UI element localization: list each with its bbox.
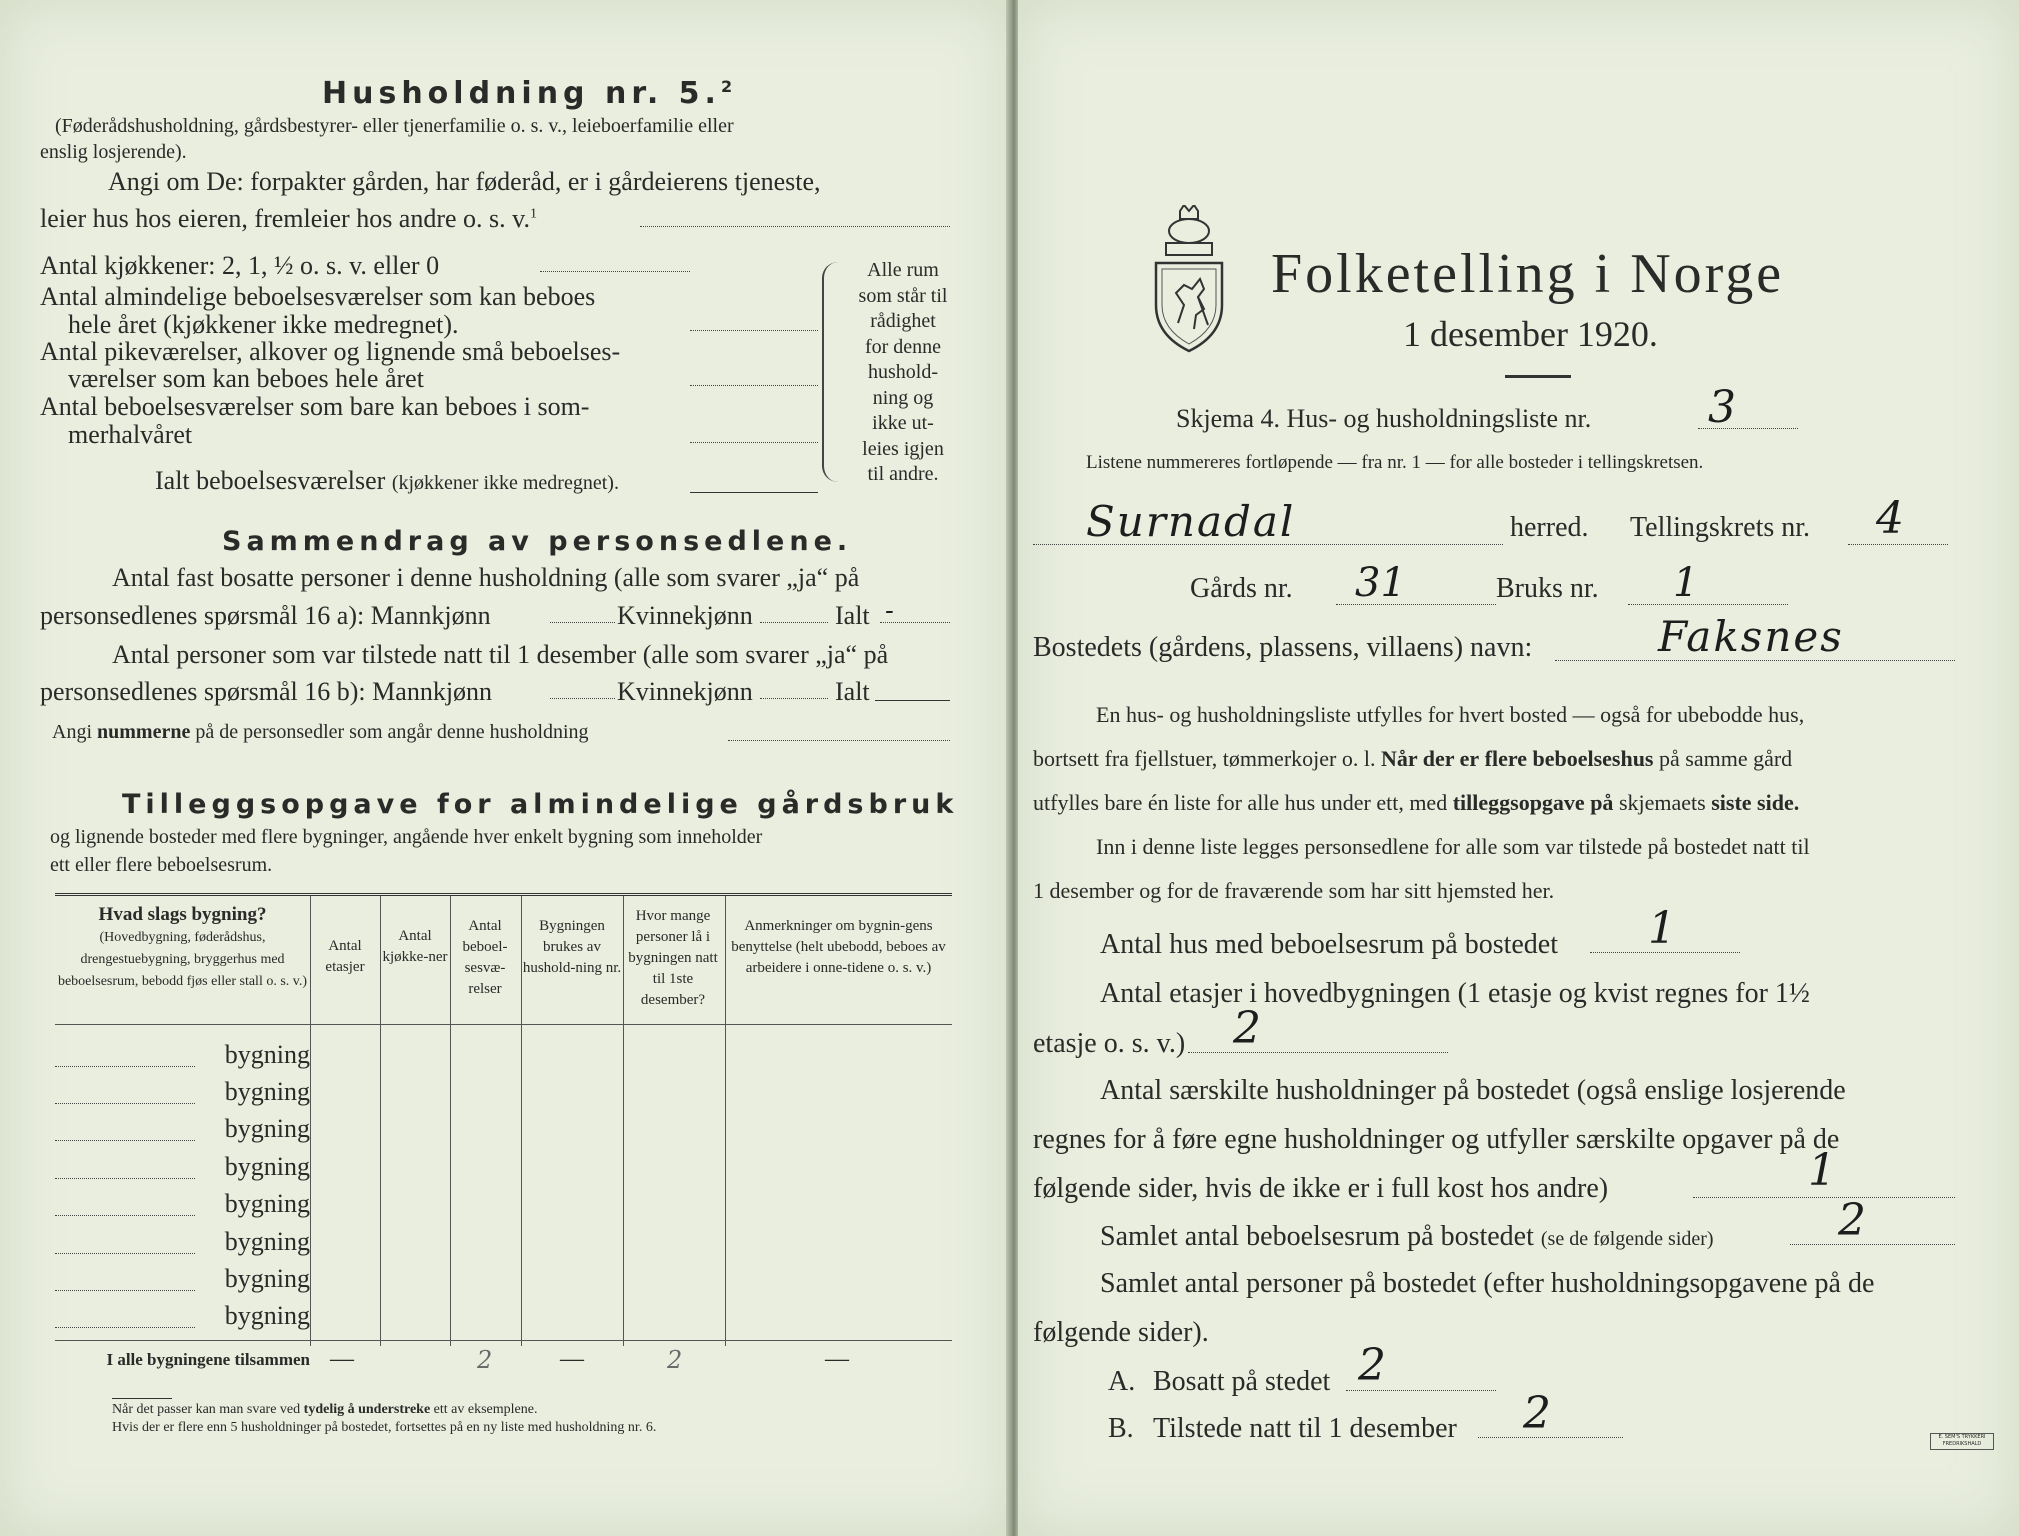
- rooms-summer: Antal beboelsesværelser som bare kan beboes i som-: [40, 392, 590, 421]
- table-header-remarks: Anmerkninger om bygnin-gens benyttelse (helt ubebodd, beboes av arbeidere i onne-tidene o. s. v.): [731, 918, 946, 976]
- row-fill: [55, 1140, 195, 1141]
- table-total-rule: [55, 1340, 952, 1341]
- bosted-value: Faksnes: [1658, 612, 1844, 661]
- table-col-rule: [725, 896, 726, 1346]
- row-label: bygning: [224, 1227, 310, 1256]
- q-households-line-1: Antal særskilte husholdninger på bostedet (også enslige losjerende: [1100, 1075, 1846, 1106]
- q-households-line-2: regnes for å føre egne husholdninger og utfyller særskilte opgaver på de: [1033, 1124, 1840, 1155]
- row-fill: [55, 1066, 195, 1067]
- summary-b-ialt-label: Ialt: [835, 677, 870, 706]
- table-header-rooms: Antal beboel-sesvæ-relser: [462, 918, 508, 997]
- q-persons-line-1: Samlet antal personer på bostedet (efter husholdningsopgavene på de: [1100, 1268, 1875, 1299]
- tillegg-note-1: og lignende bosteder med flere bygninger, angående hver enkelt bygning som inneholder: [50, 826, 763, 848]
- rooms-kitchens: Antal kjøkkener: 2, 1, ½ o. s. v. eller 0: [40, 251, 440, 280]
- tillegg-note-2: ett eller flere beboelsesrum.: [50, 854, 273, 876]
- table-header-persons: Hvor mange personer lå i bygningen natt til 1ste desember?: [628, 908, 718, 1008]
- bosted-fill: [1555, 660, 1955, 661]
- rooms-small-fill: [690, 385, 818, 386]
- a-value: 2: [1358, 1340, 1386, 1391]
- skjema-fill: [1698, 428, 1798, 429]
- b-value: 2: [1523, 1388, 1551, 1439]
- household-note: (Føderådshusholdning, gårdsbestyrer- eller tjenerfamilie o. s. v., leieboerfamilie eller: [55, 115, 734, 137]
- bruks-value: 1: [1673, 560, 1699, 606]
- q-houses-value: 1: [1648, 903, 1676, 954]
- printer-stamp: E. SEM'S TRYKKERI FREDRIKSHALD: [1930, 1433, 1994, 1450]
- form-title: Folketelling i Norge: [1271, 243, 1785, 305]
- table-col-rule: [450, 896, 451, 1346]
- footnote-1: Når det passer kan man svare ved tydelig å understreke ett av eksemplene.: [112, 1402, 538, 1417]
- table-row: [55, 1077, 310, 1114]
- skjema-number: 3: [1708, 382, 1736, 433]
- para-line-2: bortsett fra fjellstuer, tømmerkojer o. l. Når der er flere beboelseshus på samme gård: [1033, 746, 1793, 771]
- para-line-4: Inn i denne liste legges personsedlene for alle som var tilstede på bostedet natt til: [1096, 834, 1810, 859]
- summary-a-female-label: Kvinnekjønn: [617, 601, 753, 630]
- rooms-small-2: værelser som kan beboes hele året: [68, 364, 424, 393]
- household-title: Husholdning nr. 5.$^2$: [322, 76, 738, 111]
- table-row: [55, 1152, 310, 1189]
- tellingskrets-value: 4: [1876, 493, 1904, 544]
- table-header-building-type: Hvad slags bygning? (Hovedbygning, føderådshus, drengestuebygning, bryggerhus med beboelsesrum, bebodd fjøs eller stall o. s. v.): [57, 904, 308, 989]
- table-row: [55, 1114, 310, 1151]
- q-rooms-value: 2: [1838, 1195, 1866, 1246]
- rooms-summer-2: merhalvåret: [68, 420, 193, 449]
- q-households-line-3: følgende sider, hvis de ikke er i full kost hos andre): [1033, 1173, 1609, 1204]
- angi-line-2: leier hus hos eieren, fremleier hos andre o. s. v.$^1$: [40, 204, 537, 233]
- footnote-rule: [112, 1398, 172, 1399]
- rooms-summer-fill: [690, 442, 818, 443]
- table-header-kitchens: Antal kjøkke-ner: [382, 928, 448, 965]
- table-header-rule: [55, 1024, 952, 1025]
- title-rule: [1505, 375, 1571, 378]
- q-households-value: 1: [1808, 1145, 1836, 1196]
- bruks-label: Bruks nr.: [1496, 573, 1599, 604]
- q-persons-line-2: følgende sider).: [1033, 1317, 1209, 1348]
- b-label: B.: [1108, 1413, 1134, 1444]
- bosted-label: Bostedets (gårdens, plassens, villaens) navn:: [1033, 632, 1533, 663]
- summary-a-male-fill: [550, 622, 615, 623]
- row-fill: [55, 1253, 195, 1254]
- table-row: [55, 1264, 310, 1301]
- coat-of-arms-icon: [1148, 205, 1230, 353]
- para-line-5: 1 desember og for de fraværende som har sitt hjemsted her.: [1033, 878, 1555, 903]
- form-date: 1 desember 1920.: [1403, 314, 1658, 354]
- row-fill: [55, 1178, 195, 1179]
- a-fill: [1346, 1390, 1496, 1391]
- tillegg-title: Tilleggsopgave for almindelige gårdsbruk: [122, 789, 959, 820]
- total-floors: —: [330, 1346, 354, 1372]
- q-floors-line-2: etasje o. s. v.): [1033, 1028, 1186, 1059]
- table-row: [55, 1301, 310, 1338]
- gards-label: Gårds nr.: [1190, 573, 1293, 604]
- table-col-rule: [310, 896, 311, 1346]
- table-row: [55, 1227, 310, 1264]
- total-label: I alle bygningene tilsammen: [106, 1350, 310, 1369]
- summary-b-ialt-line: [875, 700, 950, 701]
- q-households-fill: [1693, 1197, 1955, 1198]
- total-persons: 2: [667, 1346, 683, 1374]
- summary-a-ialt-fill: [880, 622, 950, 623]
- row-label: bygning: [224, 1077, 310, 1106]
- bruks-fill: [1628, 604, 1788, 605]
- q-floors-value: 2: [1233, 1003, 1261, 1054]
- row-label: bygning: [224, 1189, 310, 1218]
- herred-value: Surnadal: [1086, 497, 1296, 546]
- summary-line-a: Antal fast bosatte personer i denne husholdning (alle som svarer „ja“ på: [112, 563, 860, 592]
- gards-value: 31: [1355, 560, 1406, 606]
- b-text: Tilstede natt til 1 desember: [1153, 1413, 1457, 1444]
- left-page: [0, 0, 1008, 1536]
- buildings-table: [55, 893, 952, 1386]
- q-houses-label: Antal hus med beboelsesrum på bostedet: [1100, 929, 1559, 960]
- summary-title: Sammendrag av personsedlene.: [222, 526, 853, 557]
- summary-b-female-label: Kvinnekjønn: [617, 677, 753, 706]
- a-label: A.: [1108, 1366, 1136, 1397]
- table-col-rule: [521, 896, 522, 1346]
- q-houses-fill: [1590, 952, 1740, 953]
- row-fill: [55, 1103, 195, 1104]
- summary-a-ialt-label: Ialt: [835, 601, 870, 630]
- ialt-rooms: Ialt beboelsesværelser (kjøkkener ikke medregnet).: [155, 466, 619, 495]
- household-note-2: enslig losjerende).: [40, 141, 187, 163]
- table-header-floors: Antal etasjer: [325, 938, 365, 975]
- skjema-label: Skjema 4. Hus- og husholdningsliste nr.: [1176, 404, 1592, 433]
- summary-b-male-label: personsedlenes spørsmål 16 b): Mannkjønn: [40, 677, 493, 706]
- total-remarks: —: [825, 1346, 849, 1372]
- summary-a-ialt-value: -: [885, 596, 894, 626]
- a-text: Bosatt på stedet: [1153, 1366, 1331, 1397]
- rooms-ordinary-fill: [690, 330, 818, 331]
- table-row: [55, 1189, 310, 1226]
- summary-a-female-fill: [760, 622, 828, 623]
- row-fill: [55, 1327, 195, 1328]
- table-col-rule: [623, 896, 624, 1346]
- tellingskrets-fill: [1848, 544, 1948, 545]
- summary-a-male-label: personsedlenes spørsmål 16 a): Mannkjønn: [40, 601, 491, 630]
- footnote-2: Hvis der er flere enn 5 husholdninger på bostedet, fortsettes på en ny liste med husholdning nr. 6.: [112, 1420, 657, 1435]
- total-rooms: 2: [477, 1346, 493, 1374]
- row-fill: [55, 1215, 195, 1216]
- tellingskrets-label: Tellingskrets nr.: [1630, 512, 1811, 543]
- row-label: bygning: [224, 1264, 310, 1293]
- row-label: bygning: [224, 1301, 310, 1330]
- brace: [822, 262, 844, 482]
- q-floors-line-1: Antal etasjer i hovedbygningen (1 etasje og kvist regnes for 1½: [1100, 978, 1810, 1009]
- table-col-rule: [380, 896, 381, 1346]
- herred-fill: [1033, 544, 1503, 545]
- herred-label: herred.: [1510, 512, 1589, 543]
- table-header-household: Bygningen brukes av hushold-ning nr.: [522, 918, 622, 976]
- angi-nummer: Angi nummerne på de personsedler som angår denne husholdning: [52, 721, 589, 743]
- table-row: [55, 1040, 310, 1077]
- row-label: bygning: [224, 1114, 310, 1143]
- summary-line-b: Antal personer som var tilstede natt til 1 desember (alle som svarer „ja“ på: [112, 640, 889, 669]
- para-line-3: utfylles bare én liste for alle hus under ett, med tilleggsopgave på skjemaets siste side.: [1033, 790, 1800, 815]
- row-label: bygning: [224, 1152, 310, 1181]
- row-label: bygning: [224, 1040, 310, 1069]
- row-fill: [55, 1290, 195, 1291]
- ialt-rooms-line: [690, 492, 818, 493]
- listene-note: Listene nummereres fortløpende — fra nr. 1 — for alle bosteder i tellingskretsen.: [1086, 452, 1704, 473]
- b-fill: [1478, 1437, 1623, 1438]
- para-line-1: En hus- og husholdningsliste utfylles for hvert bosted — også for ubebodde hus,: [1096, 702, 1805, 727]
- rooms-ordinary: Antal almindelige beboelsesværelser som kan beboes: [40, 282, 596, 311]
- q-floors-fill: [1188, 1052, 1448, 1053]
- angi-line-1: Angi om De: forpakter gården, har føderåd, er i gårdeierens tjeneste,: [108, 167, 821, 196]
- right-page: [1018, 0, 2019, 1536]
- summary-b-male-fill: [550, 698, 615, 699]
- rooms-small: Antal pikeværelser, alkover og lignende små beboelses-: [40, 337, 621, 366]
- summary-b-female-fill: [760, 698, 828, 699]
- angi-fill-line: [640, 226, 950, 227]
- q-rooms-fill: [1790, 1244, 1955, 1245]
- total-household: —: [560, 1346, 584, 1372]
- rooms-kitchens-fill: [540, 271, 690, 272]
- rooms-ordinary-2: hele året (kjøkkener ikke medregnet).: [68, 310, 459, 339]
- angi-nummer-fill: [728, 740, 950, 741]
- gards-fill: [1336, 604, 1496, 605]
- brace-note: Alle rum som står til rådighet for denne hushold- ning og ikke ut- leies igjen til andre.: [858, 259, 948, 485]
- q-rooms-label: Samlet antal beboelsesrum på bostedet (se de følgende sider): [1100, 1221, 1714, 1252]
